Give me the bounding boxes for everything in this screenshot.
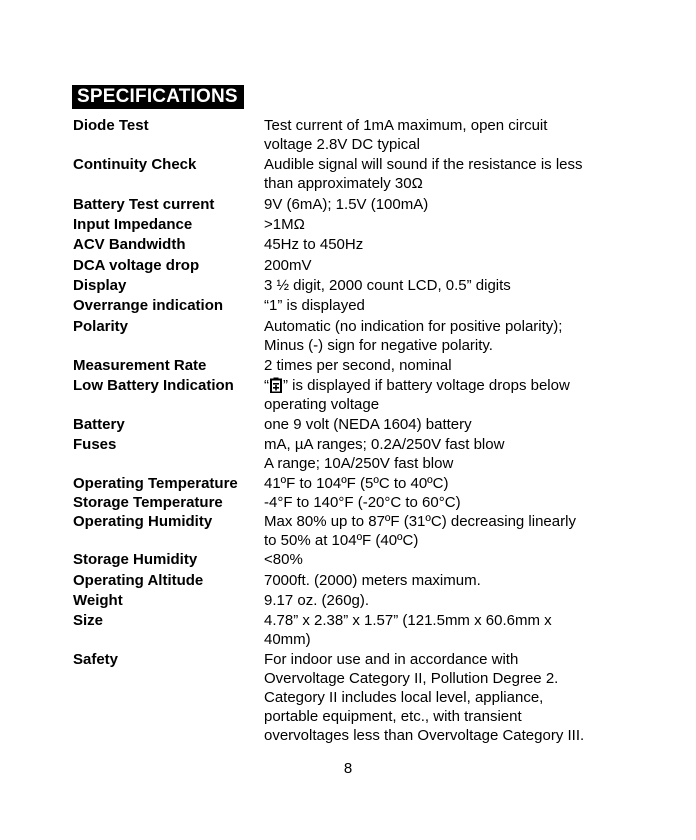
spec-label: Operating Temperature <box>73 475 238 492</box>
section-heading: SPECIFICATIONS <box>72 85 244 109</box>
spec-value: 2 times per second, nominal <box>264 357 452 374</box>
spec-value: Automatic (no indication for positive polarity); Minus (-) sign for negative polarity. <box>264 318 563 354</box>
spec-label: ACV Bandwidth <box>73 236 186 253</box>
spec-value: For indoor use and in accordance with Overvoltage Category II, Pollution Degree 2. Category II includes local level, appliance, portable equipment, etc., with transient overvoltages less than Overvoltage Category III. <box>264 651 585 744</box>
spec-value: mA, µA ranges; 0.2A/250V fast blow A range; 10A/250V fast blow <box>264 436 505 472</box>
quote-open: “ <box>264 377 269 394</box>
spec-label: Input Impedance <box>73 216 193 233</box>
spec-label: Operating Altitude <box>73 572 204 589</box>
spec-value: “1” is displayed <box>264 297 365 314</box>
spec-label: Fuses <box>73 436 117 453</box>
spec-label: Weight <box>73 592 123 609</box>
low-battery-text: ” is displayed if battery voltage drops below operating voltage <box>264 377 570 413</box>
spec-value: 41ºF to 104ºF (5ºC to 40ºC) <box>264 475 449 492</box>
spec-value: 7000ft. (2000) meters maximum. <box>264 572 481 589</box>
spec-label: Continuity Check <box>73 156 197 173</box>
spec-label: Overrange indication <box>73 297 224 314</box>
spec-label: Operating Humidity <box>73 513 213 530</box>
spec-value: 45Hz to 450Hz <box>264 236 364 253</box>
spec-value: 9.17 oz. (260g). <box>264 592 370 609</box>
spec-value: 200mV <box>264 257 312 274</box>
spec-label: Diode Test <box>73 117 149 134</box>
spec-value: Test current of 1mA maximum, open circuit voltage 2.8V DC typical <box>264 117 548 153</box>
spec-value: 4.78” x 2.38” x 1.57” (121.5mm x 60.6mm x 40mm) <box>264 612 552 648</box>
spec-label: Low Battery Indication <box>73 377 234 394</box>
spec-label: Size <box>73 612 104 629</box>
page-number: 8 <box>343 760 353 777</box>
spec-value <box>264 376 624 414</box>
spec-label: Storage Temperature <box>73 494 223 511</box>
spec-label: DCA voltage drop <box>73 257 200 274</box>
spec-label: Display <box>73 277 127 294</box>
battery-icon <box>270 377 282 393</box>
spec-value: -4°F to 140°F (-20°C to 60°C) <box>264 494 461 511</box>
spec-value: <80% <box>264 551 303 568</box>
spec-label: Measurement Rate <box>73 357 207 374</box>
spec-label: Battery Test current <box>73 196 215 213</box>
spec-value: one 9 volt (NEDA 1604) battery <box>264 416 472 433</box>
spec-value: 9V (6mA); 1.5V (100mA) <box>264 196 429 213</box>
spec-label: Polarity <box>73 318 129 335</box>
spec-label: Safety <box>73 651 119 668</box>
spec-label: Battery <box>73 416 125 433</box>
spec-value: >1MΩ <box>264 216 305 233</box>
spec-value: Max 80% up to 87ºF (31ºC) decreasing linearly to 50% at 104ºF (40ºC) <box>264 513 576 549</box>
spec-label: Storage Humidity <box>73 551 198 568</box>
spec-value: Audible signal will sound if the resistance is less than approximately 30Ω <box>264 156 583 192</box>
spec-value: 3 ½ digit, 2000 count LCD, 0.5” digits <box>264 277 511 294</box>
